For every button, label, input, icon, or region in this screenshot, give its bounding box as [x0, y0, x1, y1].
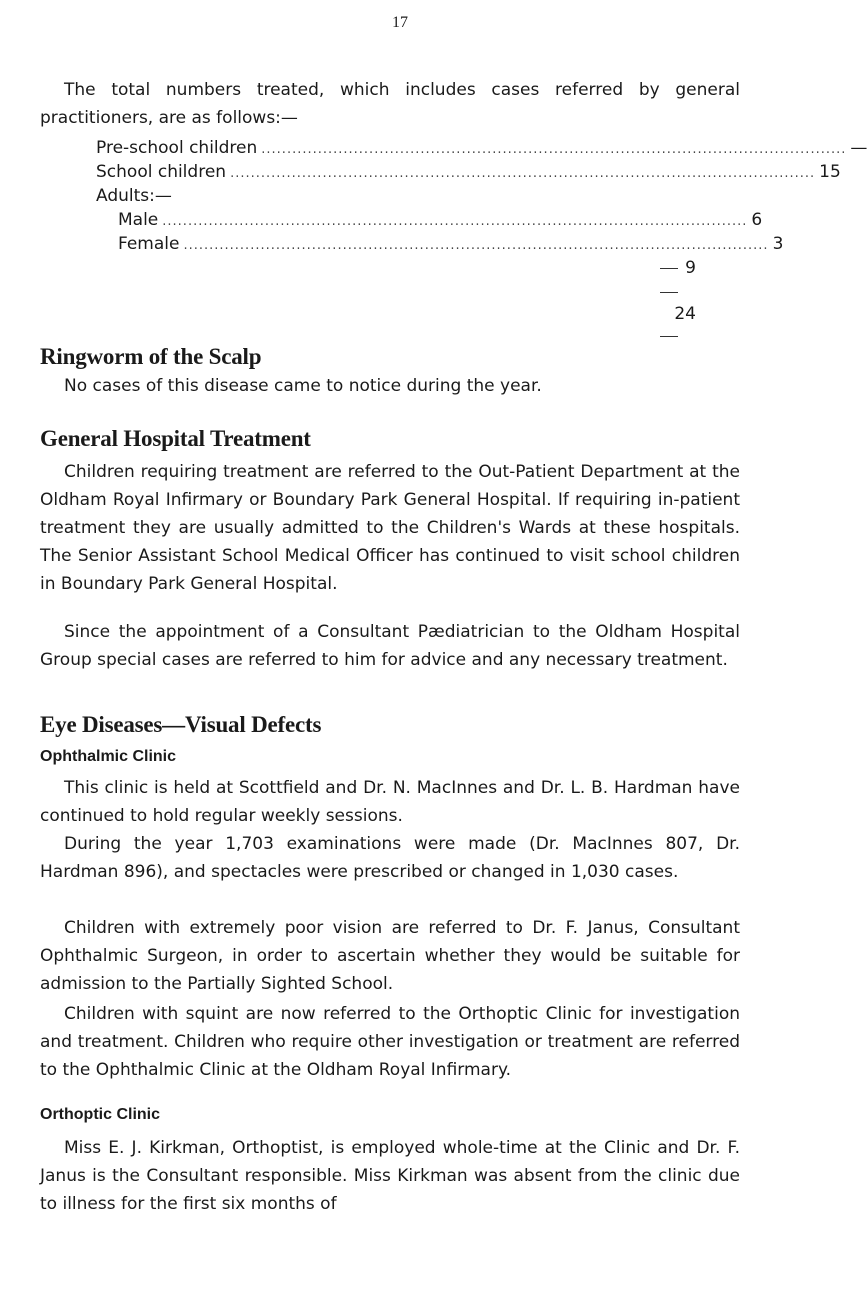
ophthalmic-paragraph-3: Children with extremely poor vision are referred to Dr. F. Janus, Consultant Ophthalmic Surgeon, in order to ascertain whether they would be suitable for admission to the Partially Sighted School. — [40, 918, 740, 994]
pre-school-value: — — [850, 138, 867, 158]
leader-dots: .................................................................................................................. — [183, 238, 769, 253]
pre-school-label: Pre-school children — [96, 138, 258, 158]
male-label: Male — [118, 210, 159, 230]
pre-school-row — [96, 136, 867, 160]
adults-total: 9 — [685, 258, 696, 278]
ophthalmic-paragraph-4: Children with squint are now referred to the Orthoptic Clinic for investigation and treatment. Children who require other investigation or treatment are referred to the Ophthalmic Clinic at the Oldham Royal Infirmary. — [40, 1004, 740, 1080]
male-value: 6 — [751, 210, 763, 230]
leader-dots: .................................................................................................................. — [261, 142, 847, 157]
female-row — [118, 232, 784, 256]
general-hospital-heading: General Hospital Treatment — [40, 426, 311, 451]
ophthalmic-clinic-subheading: Ophthalmic Clinic — [40, 748, 177, 765]
female-label: Female — [118, 234, 180, 254]
general-hospital-paragraph-1: Children requiring treatment are referred to the Out-Patient Department at the Oldham Royal Infirmary or Boundary Park General Hospital. If requiring in-patient treatment they are usually admitted to the Children's Wards at these hospitals. The Senior Assistant School Medical Officer has continued to visit school children in Boundary Park General Hospital. — [40, 462, 740, 594]
male-row — [118, 208, 763, 232]
adults-label: Adults:— — [96, 186, 172, 206]
ophthalmic-paragraph-1: This clinic is held at Scottfield and Dr. N. MacInnes and Dr. L. B. Hardman have continued to hold regular weekly sessions. — [40, 778, 740, 826]
school-label: School children — [96, 162, 227, 182]
school-value: 15 — [819, 162, 841, 182]
ringworm-text: No cases of this disease came to notice during the year. — [64, 376, 542, 396]
female-value: 3 — [772, 234, 784, 254]
school-row — [96, 160, 841, 184]
orthoptic-clinic-heading: Orthoptic Clinic — [40, 1106, 160, 1123]
total-rule-bottom — [660, 336, 678, 337]
general-hospital-paragraph-2: Since the appointment of a Consultant Pædiatrician to the Oldham Hospital Group special cases are referred to him for advice and any necessary treatment. — [40, 622, 740, 670]
ophthalmic-paragraph-2: During the year 1,703 examinations were made (Dr. MacInnes 807, Dr. Hardman 896), and spectacles were prescribed or changed in 1,030 cases. — [40, 834, 740, 882]
page-number: 17 — [392, 14, 408, 31]
intro-paragraph: The total numbers treated, which includes cases referred by general practitioners, are as follows:— — [40, 80, 740, 128]
grand-total: 24 — [674, 304, 696, 324]
ringworm-heading: Ringworm of the Scalp — [40, 344, 262, 369]
total-rule-top — [660, 292, 678, 293]
orthoptic-paragraph-1: Miss E. J. Kirkman, Orthoptist, is employed whole-time at the Clinic and Dr. F. Janus is the Consultant responsible. Miss Kirkman was absent from the clinic due to illness for the first six months of — [40, 1138, 740, 1214]
leader-dots: .................................................................................................................. — [162, 214, 748, 229]
eye-diseases-heading: Eye Diseases—Visual Defects — [40, 712, 322, 737]
leader-dots: .................................................................................................................. — [230, 166, 816, 181]
